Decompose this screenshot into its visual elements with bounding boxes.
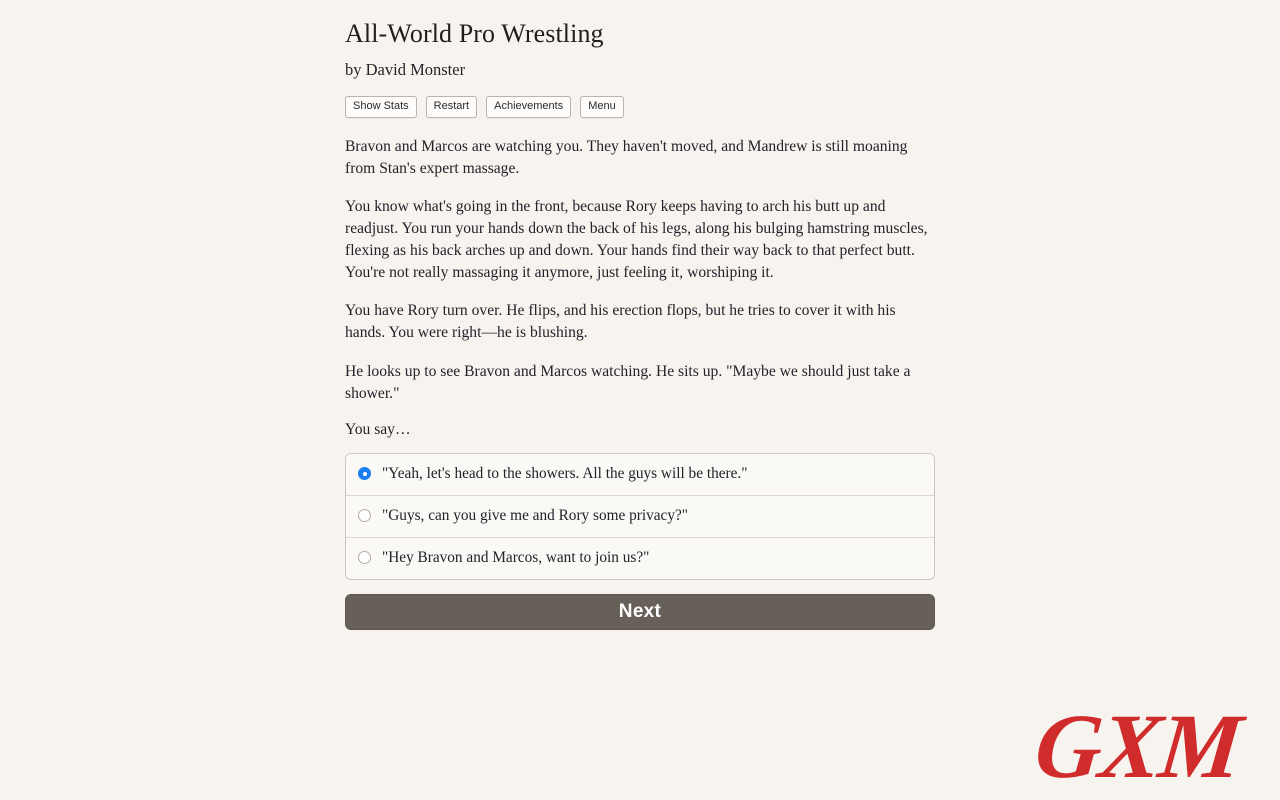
story-paragraph: He looks up to see Bravon and Marcos watching. He sits up. "Maybe we should just take a shower." [345,362,911,402]
radio-icon[interactable] [358,509,371,522]
story-paragraph: You have Rory turn over. He flips, and his erection flops, but he tries to cover it with his hands. You were right—he is blushing. [345,302,896,342]
radio-icon[interactable] [358,551,371,564]
game-content [345,0,935,630]
story-paragraph: You know what's going in the front, because Rory keeps having to arch his butt up and readjust. You run your hands down the back of his legs, along his bulging hamstring muscles, flexing as his back arches up and down. Your hands find their way back to that perfect butt. You're not really massaging it anymore, just feeling it, worshiping it. [345,197,928,282]
choice-label: "Yeah, let's head to the showers. All the guys will be there." [382,464,748,482]
show-stats-button[interactable]: Show Stats [345,96,417,118]
story-text [345,136,935,405]
gxm-watermark: GXM [1031,695,1246,797]
toolbar [345,96,935,118]
choice-option-1[interactable] [346,454,934,496]
restart-button[interactable]: Restart [426,96,477,118]
choice-prompt: You say… [345,420,411,438]
achievements-button[interactable]: Achievements [486,96,571,118]
author-byline: by David Monster [345,59,466,79]
page-title: All-World Pro Wrestling [345,19,604,48]
choice-list [345,453,935,580]
menu-button[interactable]: Menu [580,96,624,118]
choice-label: "Hey Bravon and Marcos, want to join us?" [382,548,650,566]
story-paragraph: Bravon and Marcos are watching you. They haven't moved, and Mandrew is still moaning from Stan's expert massage. [345,137,908,177]
radio-icon[interactable] [358,467,371,480]
next-button[interactable]: Next [345,594,935,630]
choice-label: "Guys, can you give me and Rory some privacy?" [382,506,689,524]
choice-option-2[interactable] [346,496,934,538]
choice-option-3[interactable] [346,538,934,579]
